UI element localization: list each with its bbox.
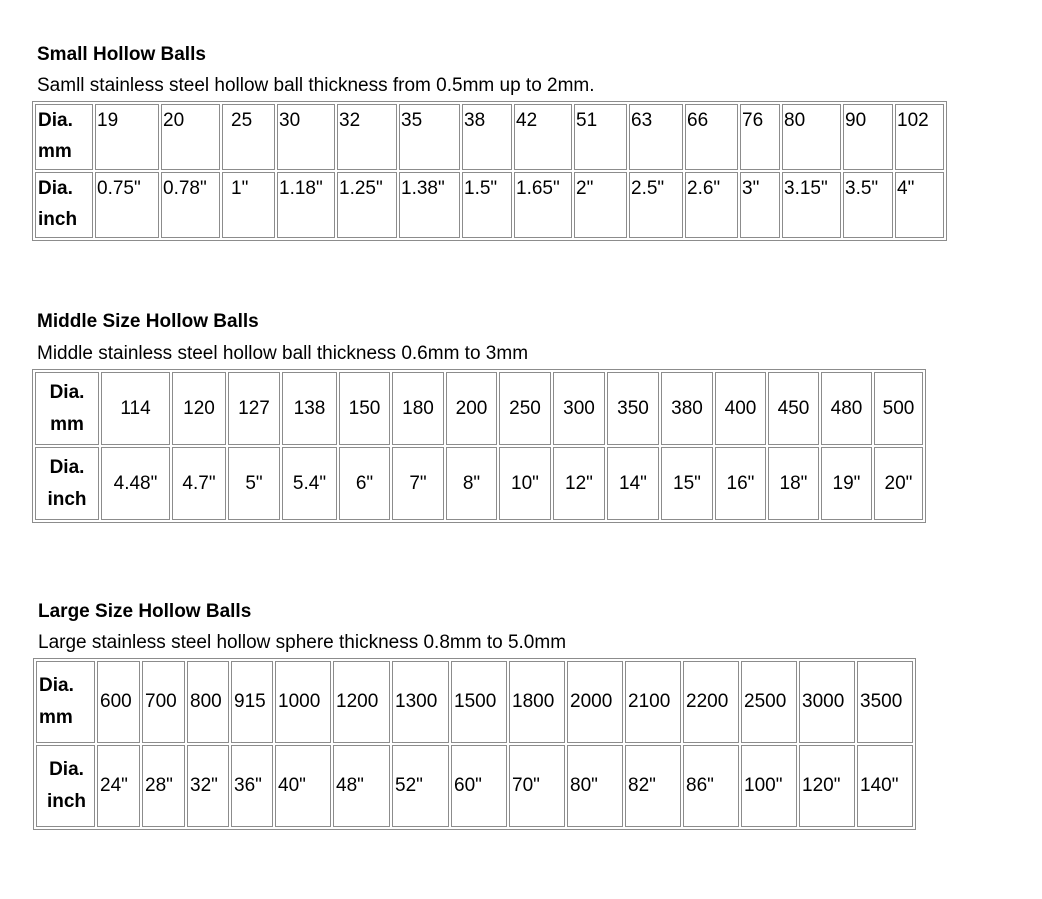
small-inch-cell: 1.5" xyxy=(462,172,512,238)
middle-mm-row xyxy=(35,372,923,445)
small-mm-cell: 38 xyxy=(462,104,512,170)
middle-inch-cell: 5.4" xyxy=(282,447,337,520)
middle-mm-cell: 400 xyxy=(715,372,766,445)
middle-mm-cell: 380 xyxy=(661,372,713,445)
middle-inch-cell: 6" xyxy=(339,447,390,520)
middle-inch-cell: 5" xyxy=(228,447,280,520)
large-mm-cell: 3000 xyxy=(799,661,855,743)
middle-mm-cell: 480 xyxy=(821,372,872,445)
large-inch-cell: 36" xyxy=(231,745,273,827)
large-mm-cell: 2000 xyxy=(567,661,623,743)
small-mm-cell: 42 xyxy=(514,104,572,170)
small-mm-cell: 63 xyxy=(629,104,683,170)
middle-size-table xyxy=(32,369,926,523)
large-mm-cell: 600 xyxy=(97,661,140,743)
small-mm-cell: 102 xyxy=(895,104,944,170)
small-inch-header: Dia. inch xyxy=(35,172,93,238)
large-inch-cell: 32" xyxy=(187,745,229,827)
large-size-table xyxy=(33,658,916,830)
middle-inch-cell: 20" xyxy=(874,447,923,520)
small-inch-cell: 0.75" xyxy=(95,172,159,238)
large-inch-row xyxy=(36,745,913,827)
large-mm-cell: 2100 xyxy=(625,661,681,743)
small-mm-cell: 66 xyxy=(685,104,738,170)
large-inch-cell: 70" xyxy=(509,745,565,827)
small-mm-cell: 20 xyxy=(161,104,220,170)
small-inch-cell: 2.6" xyxy=(685,172,738,238)
large-mm-cell: 2500 xyxy=(741,661,797,743)
small-title: Small Hollow Balls xyxy=(37,44,206,65)
middle-inch-cell: 7" xyxy=(392,447,444,520)
small-inch-cell: 3.5" xyxy=(843,172,893,238)
small-inch-cell: 2.5" xyxy=(629,172,683,238)
middle-description: Middle stainless steel hollow ball thickness 0.6mm to 3mm xyxy=(37,343,529,364)
large-inch-cell: 100" xyxy=(741,745,797,827)
large-inch-cell: 40" xyxy=(275,745,331,827)
middle-inch-cell: 19" xyxy=(821,447,872,520)
small-inch-cell: 3.15" xyxy=(782,172,841,238)
large-inch-cell: 82" xyxy=(625,745,681,827)
large-inch-cell: 48" xyxy=(333,745,390,827)
small-mm-row xyxy=(35,104,944,170)
middle-mm-header: Dia. mm xyxy=(35,372,99,445)
middle-inch-cell: 14" xyxy=(607,447,659,520)
middle-mm-cell: 450 xyxy=(768,372,819,445)
small-inch-cell: 1.65" xyxy=(514,172,572,238)
middle-inch-cell: 18" xyxy=(768,447,819,520)
middle-inch-cell: 10" xyxy=(499,447,551,520)
middle-inch-cell: 12" xyxy=(553,447,605,520)
large-section xyxy=(33,600,916,830)
large-mm-cell: 1200 xyxy=(333,661,390,743)
middle-inch-cell: 15" xyxy=(661,447,713,520)
large-inch-cell: 24" xyxy=(97,745,140,827)
large-mm-cell: 1500 xyxy=(451,661,507,743)
small-mm-header: Dia. mm xyxy=(35,104,93,170)
small-mm-cell: 30 xyxy=(277,104,335,170)
middle-mm-cell: 127 xyxy=(228,372,280,445)
large-mm-cell: 1800 xyxy=(509,661,565,743)
small-inch-row xyxy=(35,172,944,238)
small-description: Samll stainless steel hollow ball thickness from 0.5mm up to 2mm. xyxy=(37,75,595,96)
middle-inch-cell: 4.7" xyxy=(172,447,226,520)
large-inch-cell: 60" xyxy=(451,745,507,827)
middle-inch-header: Dia. inch xyxy=(35,447,99,520)
small-mm-cell: 35 xyxy=(399,104,460,170)
middle-mm-cell: 150 xyxy=(339,372,390,445)
small-mm-cell: 32 xyxy=(337,104,397,170)
small-mm-cell: 80 xyxy=(782,104,841,170)
large-mm-cell: 1000 xyxy=(275,661,331,743)
large-mm-cell: 3500 xyxy=(857,661,913,743)
small-mm-cell: 51 xyxy=(574,104,627,170)
small-inch-cell: 3" xyxy=(740,172,780,238)
large-mm-row xyxy=(36,661,913,743)
middle-mm-cell: 350 xyxy=(607,372,659,445)
small-inch-cell: 0.78" xyxy=(161,172,220,238)
middle-mm-cell: 200 xyxy=(446,372,497,445)
large-inch-cell: 80" xyxy=(567,745,623,827)
large-mm-cell: 2200 xyxy=(683,661,739,743)
large-inch-cell: 28" xyxy=(142,745,185,827)
small-mm-cell: 90 xyxy=(843,104,893,170)
middle-mm-cell: 114 xyxy=(101,372,170,445)
large-inch-cell: 86" xyxy=(683,745,739,827)
middle-inch-row xyxy=(35,447,923,520)
middle-mm-cell: 250 xyxy=(499,372,551,445)
small-mm-cell: 25 xyxy=(222,104,275,170)
small-mm-cell: 76 xyxy=(740,104,780,170)
large-inch-cell: 52" xyxy=(392,745,449,827)
large-description: Large stainless steel hollow sphere thickness 0.8mm to 5.0mm xyxy=(38,632,567,653)
large-mm-header: Dia. mm xyxy=(36,661,95,743)
middle-mm-cell: 120 xyxy=(172,372,226,445)
middle-title: Middle Size Hollow Balls xyxy=(37,311,259,332)
large-mm-cell: 800 xyxy=(187,661,229,743)
middle-mm-cell: 300 xyxy=(553,372,605,445)
large-title: Large Size Hollow Balls xyxy=(38,601,252,622)
middle-inch-cell: 16" xyxy=(715,447,766,520)
middle-mm-cell: 138 xyxy=(282,372,337,445)
middle-inch-cell: 8" xyxy=(446,447,497,520)
small-inch-cell: 1.38" xyxy=(399,172,460,238)
large-mm-cell: 915 xyxy=(231,661,273,743)
middle-section xyxy=(32,310,926,523)
small-inch-cell: 4" xyxy=(895,172,944,238)
small-mm-cell: 19 xyxy=(95,104,159,170)
large-mm-cell: 1300 xyxy=(392,661,449,743)
large-inch-header: Dia. inch xyxy=(36,745,95,827)
middle-mm-cell: 180 xyxy=(392,372,444,445)
small-size-table xyxy=(32,101,947,241)
large-inch-cell: 120" xyxy=(799,745,855,827)
large-inch-cell: 140" xyxy=(857,745,913,827)
small-inch-cell: 2" xyxy=(574,172,627,238)
large-mm-cell: 700 xyxy=(142,661,185,743)
middle-mm-cell: 500 xyxy=(874,372,923,445)
small-inch-cell: 1.18" xyxy=(277,172,335,238)
small-section xyxy=(32,43,947,241)
middle-inch-cell: 4.48" xyxy=(101,447,170,520)
small-inch-cell: 1" xyxy=(222,172,275,238)
small-inch-cell: 1.25" xyxy=(337,172,397,238)
